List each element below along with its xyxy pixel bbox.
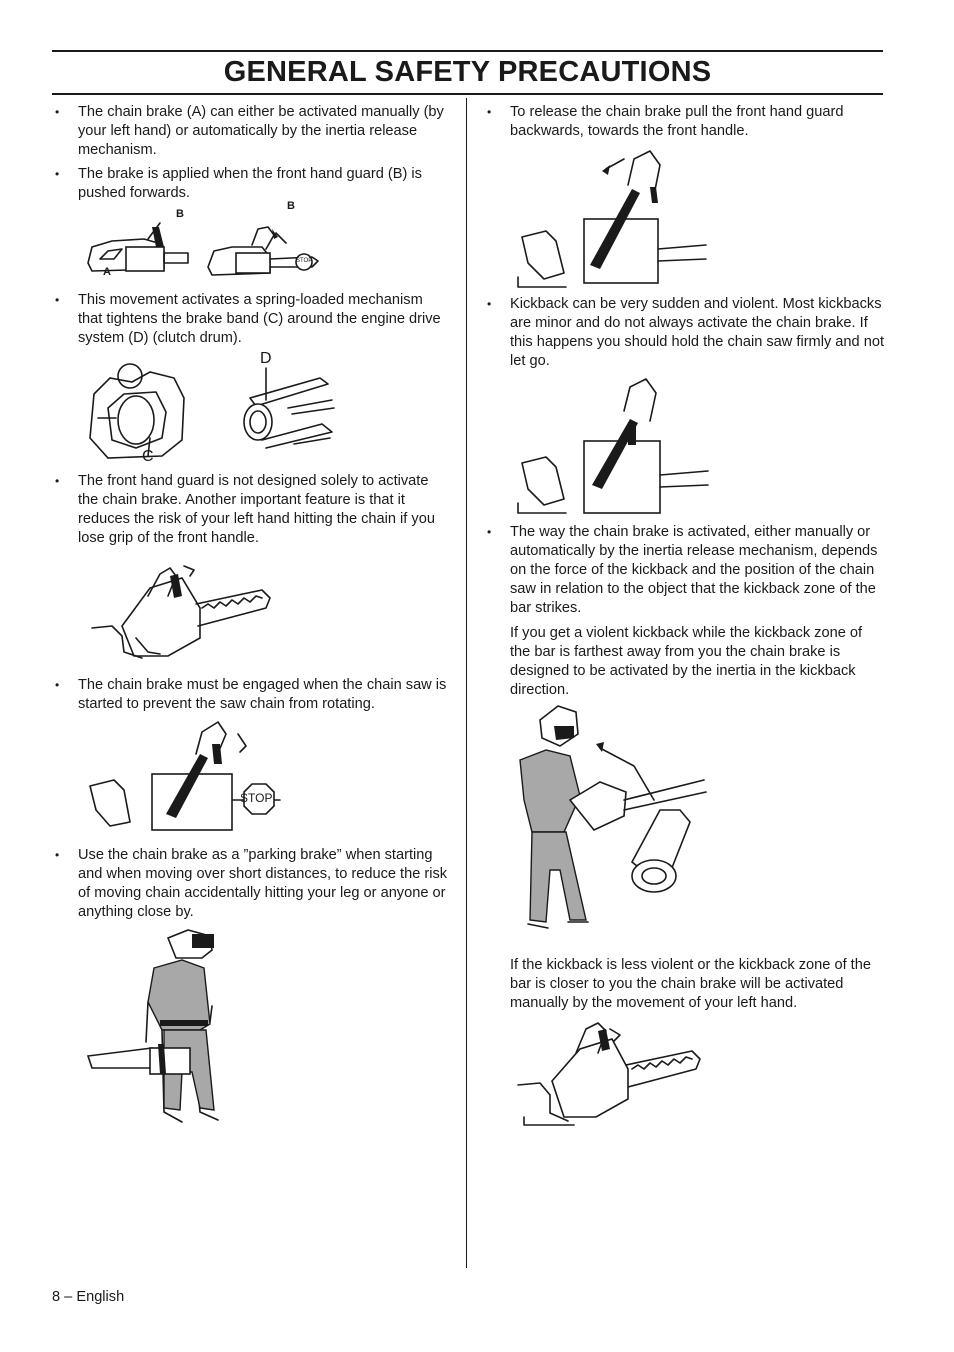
chainsaw-side-view-illustration [88,223,188,271]
figure-guard-protect-hand [52,548,450,676]
stop-sign-label: STOP [240,791,273,805]
label-b-second: B [287,200,295,212]
person-carrying-chainsaw-illustration [88,930,218,1122]
bullet-brake-activation-depends: • The way the chain brake is activated, either manually or automatically by the inertia release mechanism, depends on the force of the kickback and the position of the chain saw in relation to the object that the kickback zone of the bar strikes. [487,524,878,616]
label-d: D [260,350,272,367]
log-illustration [632,810,690,892]
figure-brake-a-b [52,200,450,291]
figure-manual-activation [484,1013,884,1139]
clutch-drum-illustration [244,368,334,448]
figure-brake-band-clutch-drum [52,348,450,472]
chainsaw-manual-activation-illustration [518,1023,700,1125]
title-underline [52,93,883,95]
figure-start-with-brake [52,714,450,846]
column-divider [466,98,467,1268]
bullet-front-hand-guard: • The brake is applied when the front hand guard (B) is pushed forwards. [55,166,422,201]
chainsaw-kickback-illustration [518,379,708,513]
label-a: A [103,266,111,278]
bullet-hand-guard-feature: • The front hand guard is not designed solely to activate the chain brake. Another important feature is that it reduces the risk of your left hand hitting the chain if you lose grip of the front handle. [55,473,435,546]
figure-violent-kickback [484,700,884,956]
chainsaw-brake-engaged-illustration [208,227,318,275]
right-column [484,103,884,1139]
para-less-violent-kickback: If the kickback is less violent or the kickback zone of the bar is closer to you the chain brake will be activated manually by the movement of your left hand. [510,957,871,1011]
bullet-engage-on-start: • The chain brake must be engaged when the chain saw is started to prevent the saw chain from rotating. [55,677,447,712]
chainsaw-hand-guard-illustration [92,566,270,658]
label-b-first: B [176,208,184,220]
para-violent-kickback: If you get a violent kickback while the kickback zone of the bar is farthest away from you the chain brake is designed to be activated by the inertia in the kickback direction. [510,625,863,698]
bullet-chain-brake-activation: • The chain brake (A) can either be activated manually (by your left hand) or automatically by the inertia release mechanism. [55,104,444,158]
top-rule [52,50,883,52]
figure-release-brake [484,141,884,295]
figure-carrying-saw [52,922,450,1142]
chainsaw-release-illustration [518,151,706,287]
figure-kickback-hold [484,371,884,523]
page-title: GENERAL SAFETY PRECAUTIONS [223,56,712,88]
bullet-kickback-sudden: • Kickback can be very sudden and violent. Most kickbacks are minor and do not always activate the chain brake. If this happens you should hold the chain saw firmly and not let go. [487,296,884,369]
brake-band-cover-illustration [90,364,184,458]
left-column [52,103,450,1142]
stop-sign-small: STOP [296,258,313,264]
bullet-spring-mechanism: • This movement activates a spring-loaded mechanism that tightens the brake band (C) around the engine drive system (D) (clutch drum). [55,292,441,346]
label-c: C [142,448,154,465]
bullet-release-brake: • To release the chain brake pull the front hand guard backwards, towards the front handle. [487,104,844,139]
bullet-parking-brake: • Use the chain brake as a ”parking brake” when starting and when moving over short distances, to reduce the risk of moving chain accidentally hitting your leg or anyone or anything close by. [55,847,448,920]
page-footer: 8 – English [52,1289,125,1305]
